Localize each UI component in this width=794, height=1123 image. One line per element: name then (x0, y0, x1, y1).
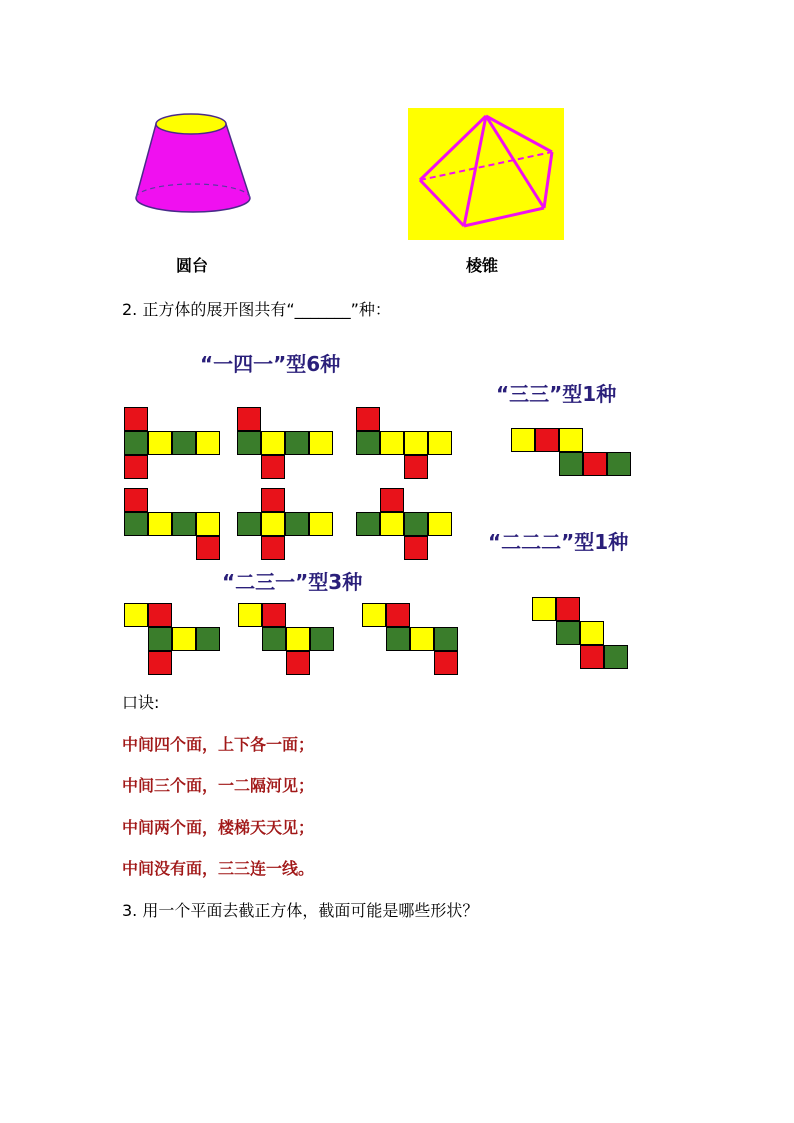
net-square (404, 431, 428, 455)
cube-net (237, 407, 333, 479)
net-square (380, 431, 404, 455)
net-square (172, 627, 196, 651)
net-square (309, 431, 333, 455)
heading-type-33: “三三”型1种 (496, 382, 617, 406)
net-square (286, 627, 310, 651)
net-square (380, 512, 404, 536)
net-square (410, 627, 434, 651)
rhyme-line-1: 中间四个面，上下各一面； (122, 735, 315, 754)
net-square (237, 512, 261, 536)
cube-net (124, 603, 220, 675)
net-square (237, 407, 261, 431)
net-square (556, 597, 580, 621)
net-square (124, 455, 148, 479)
net-square (262, 603, 286, 627)
net-square (237, 431, 261, 455)
rhyme-line-3: 中间两个面，楼梯天天见； (122, 818, 315, 837)
cube-net (356, 407, 452, 479)
net-square (262, 627, 286, 651)
heading-type-222: “二二二”型1种 (488, 530, 629, 554)
net-square (148, 651, 172, 675)
net-square (238, 603, 262, 627)
net-square (196, 627, 220, 651)
net-square (261, 488, 285, 512)
net-square (124, 488, 148, 512)
net-square (261, 431, 285, 455)
net-square (196, 512, 220, 536)
net-square (148, 603, 172, 627)
net-square (172, 512, 196, 536)
net-square (309, 512, 333, 536)
net-square (580, 621, 604, 645)
net-square (434, 651, 458, 675)
frustum-caption: 圆台 (176, 256, 209, 275)
net-square (261, 512, 285, 536)
cube-net (237, 488, 333, 560)
cube-net (511, 428, 631, 476)
net-square (511, 428, 535, 452)
net-square (428, 431, 452, 455)
heading-type-231: “二三一”型3种 (222, 570, 363, 594)
frustum-body (136, 124, 250, 212)
net-square (580, 645, 604, 669)
net-square (380, 488, 404, 512)
net-square (261, 455, 285, 479)
net-square (532, 597, 556, 621)
net-square (535, 428, 559, 452)
net-square (604, 645, 628, 669)
frustum-figure (128, 108, 258, 220)
net-square (196, 536, 220, 560)
heading-type-141: “一四一”型6种 (200, 352, 341, 376)
net-square (261, 536, 285, 560)
net-square (310, 627, 334, 651)
net-square (356, 407, 380, 431)
cube-net (356, 488, 452, 560)
cube-net (362, 603, 458, 675)
net-square (124, 431, 148, 455)
net-square (148, 627, 172, 651)
net-square (404, 455, 428, 479)
rhyme-line-4: 中间没有面，三三连一线。 (122, 859, 315, 878)
question-2: 2. 正方体的展开图共有“_______”种： (122, 300, 391, 319)
net-square (286, 651, 310, 675)
cube-net (124, 488, 220, 560)
net-square (559, 428, 583, 452)
cube-net (532, 597, 628, 669)
cube-net (238, 603, 334, 675)
net-square (386, 627, 410, 651)
net-square (356, 512, 380, 536)
net-square (556, 621, 580, 645)
mnemonic-label: 口诀: (122, 693, 160, 712)
net-square (583, 452, 607, 476)
net-square (386, 603, 410, 627)
net-square (607, 452, 631, 476)
net-square (428, 512, 452, 536)
net-square (172, 431, 196, 455)
net-square (196, 431, 220, 455)
net-square (434, 627, 458, 651)
rhyme-line-2: 中间三个面，一二隔河见； (122, 776, 315, 795)
cube-net (124, 407, 220, 479)
net-square (124, 603, 148, 627)
pyramid-figure (408, 108, 564, 240)
net-square (404, 536, 428, 560)
net-square (285, 512, 309, 536)
pyramid-caption: 棱锥 (466, 256, 499, 275)
net-square (124, 407, 148, 431)
net-square (362, 603, 386, 627)
net-square (356, 431, 380, 455)
question-3: 3. 用一个平面去截正方体，截面可能是哪些形状？ (122, 901, 479, 920)
net-square (148, 512, 172, 536)
net-square (559, 452, 583, 476)
net-square (285, 431, 309, 455)
net-square (124, 512, 148, 536)
frustum-top-face (156, 114, 226, 134)
net-square (148, 431, 172, 455)
net-square (404, 512, 428, 536)
